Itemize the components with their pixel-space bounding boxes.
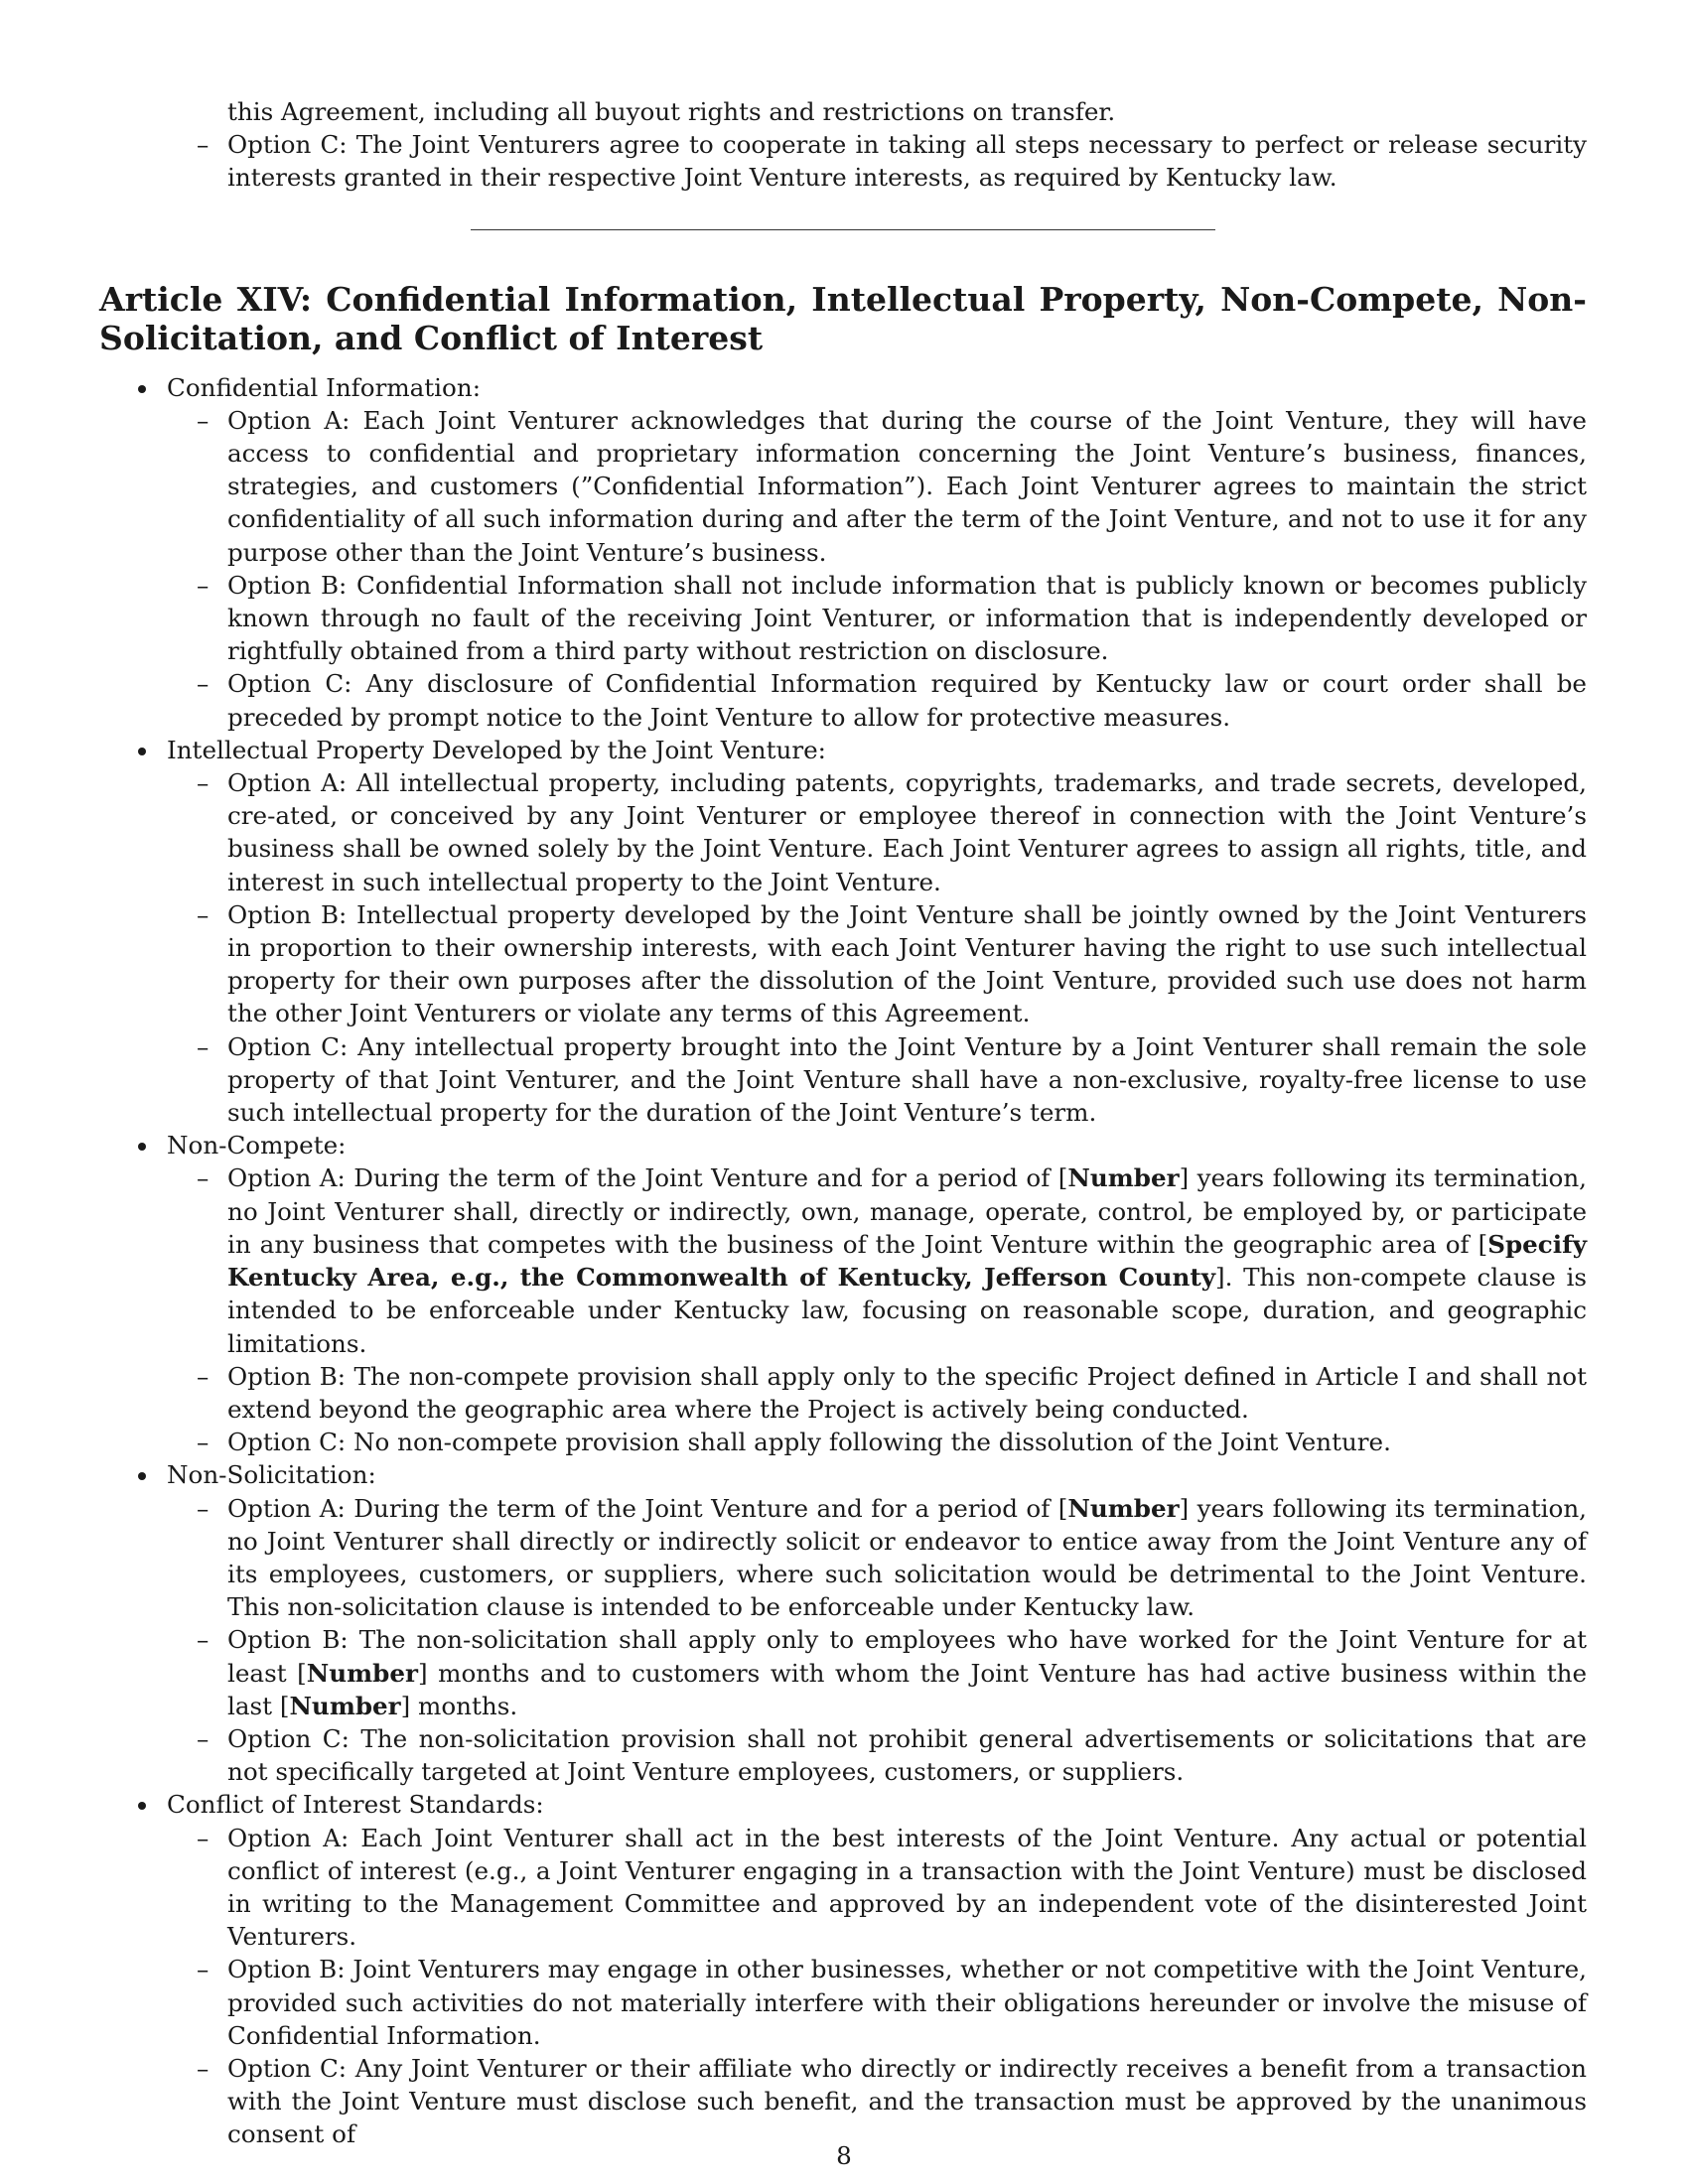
option-text: Option C: Any Joint Venturer or their affiliate who directly or indirectly receives a benefit from a transaction with the Joint Venture must disclose such benefit, and the transaction must be approved by the unanimous consent of xyxy=(227,2053,1587,2149)
dash-marker: – xyxy=(197,1493,210,1523)
dash-marker: – xyxy=(197,2053,210,2083)
dash-marker: – xyxy=(197,1428,210,1457)
option-item xyxy=(99,1623,1587,1722)
option-item xyxy=(99,667,1587,733)
option-text: Option B: Intellectual property developed by the Joint Venture shall be jointly owned by the Joint Venturers in proportion to their ownership interests, with each Joint Venturer having the right to use such intellectual property for their own purposes after the dissolution of the Joint Venture, provided such use does not harm the other Joint Venturers or violate any terms of this Agreement. xyxy=(227,899,1587,1028)
section-item xyxy=(99,1458,1587,1788)
option-text: ] months and to customers with whom the Joint Venture has had active business within the last [ xyxy=(227,1658,1588,1720)
section-heading-text: Intellectual Property Developed by the Joint Venture: xyxy=(167,735,826,764)
document-page xyxy=(99,95,1587,2151)
option-text: Option C: The non-solicitation provision shall not prohibit general advertisements or solicitations that are not specifically targeted at Joint Venture employees, customers, or suppliers. xyxy=(227,1723,1587,1787)
option-text: Option C: Any disclosure of Confidential Information required by Kentucky law or court order shall be preceded by prompt notice to the Joint Venture to allow for protective measures. xyxy=(227,669,1587,732)
option-item xyxy=(99,766,1587,898)
option-text: Option B: Confidential Information shall not include information that is publicly known or becomes publicly known through no fault of the receiving Joint Venturer, or information that is independently developed or rightfully obtained from a third party without restriction on disclosure. xyxy=(227,570,1587,666)
option-text: Option C: The Joint Venturers agree to cooperate in taking all steps necessary to perfect or release security interests granted in their respective Joint Venture interests, as required by Kentucky law. xyxy=(227,130,1587,193)
dash-marker: – xyxy=(197,1625,210,1655)
option-item xyxy=(99,1953,1587,2052)
bullet-icon xyxy=(138,1472,146,1480)
option-item xyxy=(99,1161,1587,1359)
option-text: Option B: The non-compete provision shall apply only to the specific Project defined in Article I and shall not extend beyond the geographic area where the Project is actively being conducted. xyxy=(227,1361,1587,1424)
option-item xyxy=(99,1822,1587,1954)
option-text: Option A: Each Joint Venturer acknowledges that during the course of the Joint Venture, they will have access to confidential and proprietary information concerning the Joint Venture’s business, finances, strategies, and customers (”Confidential Information”). Each Joint Venturer agrees to maintain the strict confidentiality of all such information during and after the term of the Joint Venture, and not to use it for any purpose other than the Joint Venture’s business. xyxy=(227,405,1587,567)
section-heading-text: Conflict of Interest Standards: xyxy=(167,1790,544,1820)
dash-marker: – xyxy=(197,1163,210,1193)
option-text: ] years following its termination, no Joint Venturer shall directly or indirectly solicit or endeavor to entice away from the Joint Venture any of its employees, customers, or suppliers, where such solicitation would be detrimental to the Joint Venture. This non-solicitation clause is intended to be enforceable under Kentucky law. xyxy=(227,1493,1587,1622)
article-title: Article XIV: Confidential Information, Intellectual Property, Non-Compete, Non-Solicitation, and Conflict of Interest xyxy=(99,279,1587,357)
section-divider xyxy=(471,229,1215,230)
dash-marker: – xyxy=(197,570,210,600)
section-heading xyxy=(99,1458,1587,1491)
option-text: ] months. xyxy=(400,1691,518,1720)
dash-marker: – xyxy=(197,130,210,160)
section-heading xyxy=(99,1129,1587,1161)
option-item xyxy=(99,1360,1587,1426)
section-item xyxy=(99,734,1587,1129)
bullet-icon xyxy=(138,748,146,755)
section-heading-text: Confidential Information: xyxy=(167,372,481,402)
option-text: Option B: Joint Venturers may engage in other businesses, whether or not competitive with the Joint Venture, provided such activities do not materially interfere with their obligations hereunder or involve the misuse of Confidential Information. xyxy=(227,1955,1587,2050)
option-text: Option C: Any intellectual property brought into the Joint Venture by a Joint Venturer shall remain the sole property of that Joint Venturer, and the Joint Venture shall have a non-exclusive, royalty-free license to use such intellectual property for the duration of the Joint Venture’s term. xyxy=(227,1031,1587,1128)
option-text: ]. This non-compete clause is intended to be enforceable under Kentucky law, focusing on reasonable scope, duration, and geographic limitations. xyxy=(227,1263,1587,1358)
option-item xyxy=(99,1492,1587,1624)
option-item xyxy=(99,1030,1587,1130)
dash-marker: – xyxy=(197,1031,210,1061)
section-item xyxy=(99,371,1587,734)
option-text: Option A: Each Joint Venturer shall act in the best interests of the Joint Venture. Any actual or potential conflict of interest (e.g., a Joint Venturer engaging in a transaction with the Joint Venture) must be disclosed in writing to the Management Committee and approved by an independent vote of the disinterested Joint Venturers. xyxy=(227,1823,1587,1952)
option-item xyxy=(99,1426,1587,1458)
option-item xyxy=(99,404,1587,569)
dash-marker: – xyxy=(197,899,210,929)
placeholder-text: Specify Kentucky Area, e.g., the Commonwealth of Kentucky, Jefferson County xyxy=(227,1229,1587,1293)
dash-marker: – xyxy=(197,1955,210,1984)
section-heading xyxy=(99,1788,1587,1821)
dash-marker: – xyxy=(197,1723,210,1753)
placeholder-text: Number xyxy=(1067,1493,1180,1523)
carryover-option-c xyxy=(99,128,1587,194)
placeholder-text: Number xyxy=(1067,1163,1180,1193)
bullet-icon xyxy=(138,1143,146,1151)
section-heading-text: Non-Solicitation: xyxy=(167,1460,376,1490)
placeholder-text: Number xyxy=(306,1658,418,1688)
dash-marker: – xyxy=(197,1361,210,1391)
dash-marker: – xyxy=(197,405,210,435)
continuation-text: this Agreement, including all buyout rights and restrictions on transfer. xyxy=(227,97,1116,126)
option-text: ] years following its termination, no Joint Venturer shall, directly or indirectly, own, manage, operate, control, be employed by, or participate in any business that competes with the business of the Joint Venture within the geographic area of [ xyxy=(227,1163,1587,1259)
dash-marker: – xyxy=(197,768,210,798)
section-item xyxy=(99,1788,1587,2150)
dash-marker: – xyxy=(197,669,210,699)
page-number: 8 xyxy=(836,2141,852,2170)
option-text: Option A: During the term of the Joint Venture and for a period of [ xyxy=(227,1163,1068,1193)
dash-marker: – xyxy=(197,1823,210,1852)
option-text: Option C: No non-compete provision shall apply following the dissolution of the Joint Venture. xyxy=(227,1428,1391,1457)
sections-list xyxy=(99,371,1587,2151)
placeholder-text: Number xyxy=(289,1691,401,1720)
option-item xyxy=(99,1722,1587,1788)
section-heading xyxy=(99,371,1587,404)
section-heading-text: Non-Compete: xyxy=(167,1131,347,1160)
option-text: Option A: During the term of the Joint Venture and for a period of [ xyxy=(227,1493,1068,1523)
bullet-icon xyxy=(138,385,146,393)
section-heading xyxy=(99,734,1587,766)
section-item xyxy=(99,1129,1587,1458)
option-item xyxy=(99,569,1587,668)
option-item xyxy=(99,2052,1587,2151)
option-item xyxy=(99,898,1587,1030)
bullet-icon xyxy=(138,1802,146,1810)
option-text: Option A: All intellectual property, including patents, copyrights, trademarks, and trade secrets, developed, cre-ated, or conceived by any Joint Venturer or employee thereof in connection with the Joint Venture’s business shall be owned solely by the Joint Venture. Each Joint Venturer agrees to assign all rights, title, and interest in such intellectual property to the Joint Venture. xyxy=(227,768,1587,896)
option-text: Option B: The non-solicitation shall apply only to employees who have worked for the Joint Venture for at least [ xyxy=(227,1625,1587,1688)
